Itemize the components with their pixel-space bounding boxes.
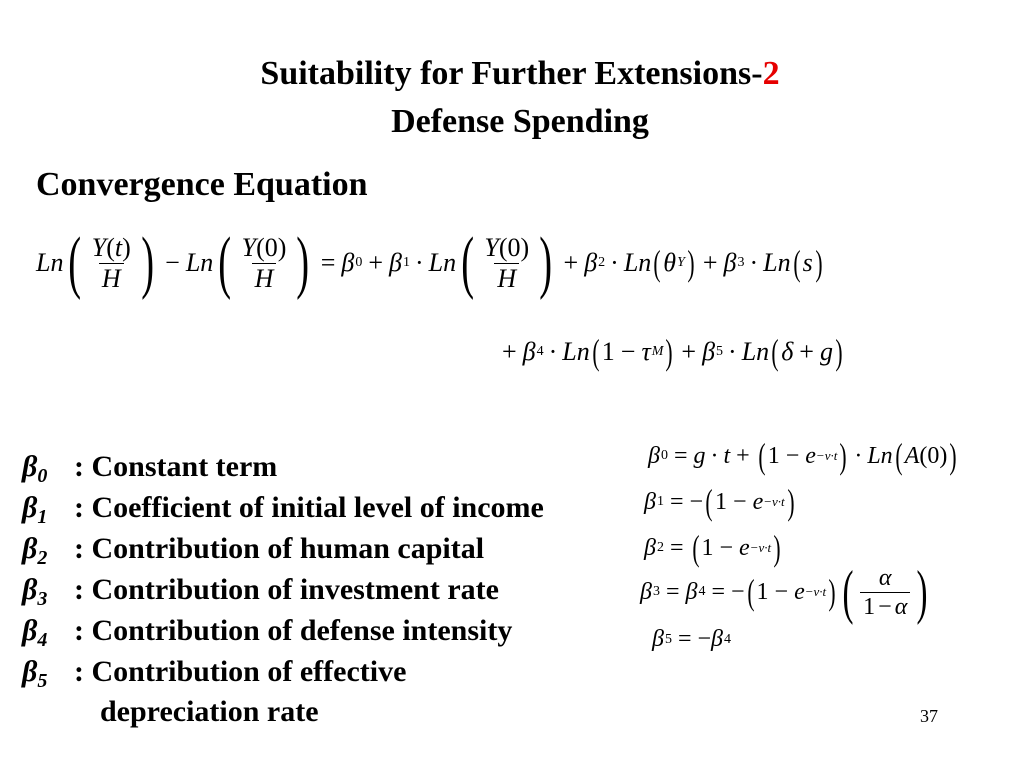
beta1-definition: β 1 = − ( 1 − e −ν·t ) xyxy=(644,482,795,522)
beta3-definition: β 3 = β 4 = − ( 1 − e −ν·t ) ( $\frac{\alpha}{1 - \alpha}$ ) xyxy=(640,559,928,625)
legend-item xyxy=(22,446,544,487)
legend-item xyxy=(22,610,544,651)
legend-description: : Contribution of defense intensity xyxy=(74,614,513,647)
legend-item xyxy=(22,651,544,692)
legend-description: : Coefficient of initial level of income xyxy=(74,491,544,524)
beta0-definition: β 0 = g · t + ( 1 − e −ν·t ) · Ln ( A (0) ) xyxy=(648,436,957,476)
section-heading: Convergence Equation xyxy=(36,166,368,203)
legend-symbol: $\beta_5$ xyxy=(22,655,48,692)
coefficient-legend xyxy=(22,446,544,732)
legend-symbol: $\beta_4$ xyxy=(22,614,48,651)
slide-title xyxy=(0,54,1024,94)
legend-continuation: depreciation rate xyxy=(100,695,319,728)
convergence-equation-line1: Ln ( $\frac{Y(t)}{H}$ ) − Ln ( $\frac{Y(0)}{H}$ ) = β 0 + β 1 · Ln ( $\frac{Y(0)}{H}$ ) + β 2 · Ln ( θ Y ) + β 3 · Ln ( s ) xyxy=(36,224,823,301)
beta5-definition: β 5 = − β 4 xyxy=(652,626,731,652)
legend-item xyxy=(22,528,544,569)
legend-symbol: $\beta_3$ xyxy=(22,573,48,610)
legend-description: : Contribution of effective xyxy=(74,655,407,688)
legend-description: : Contribution of human capital xyxy=(74,532,485,565)
beta2-definition: β 2 = ( 1 − e −ν·t ) xyxy=(644,528,781,568)
legend-description: : Contribution of investment rate xyxy=(74,573,499,606)
convergence-equation-line2: + β 4 · Ln ( 1 − τ M ) + β 5 · Ln ( δ + g ) xyxy=(502,332,843,372)
legend-symbol: $\beta_2$ xyxy=(22,532,48,569)
title-text: Suitability for Further Extensions- xyxy=(260,55,763,92)
legend-item xyxy=(22,569,544,610)
legend-description: : Constant term xyxy=(74,450,278,483)
legend-symbol: $\beta_0$ xyxy=(22,450,48,487)
page-number: 37 xyxy=(920,706,938,726)
legend-symbol: $\beta_1$ xyxy=(22,491,48,528)
legend-item xyxy=(22,487,544,528)
title-number: 2 xyxy=(762,55,780,92)
slide-subtitle: Defense Spending xyxy=(391,103,649,140)
